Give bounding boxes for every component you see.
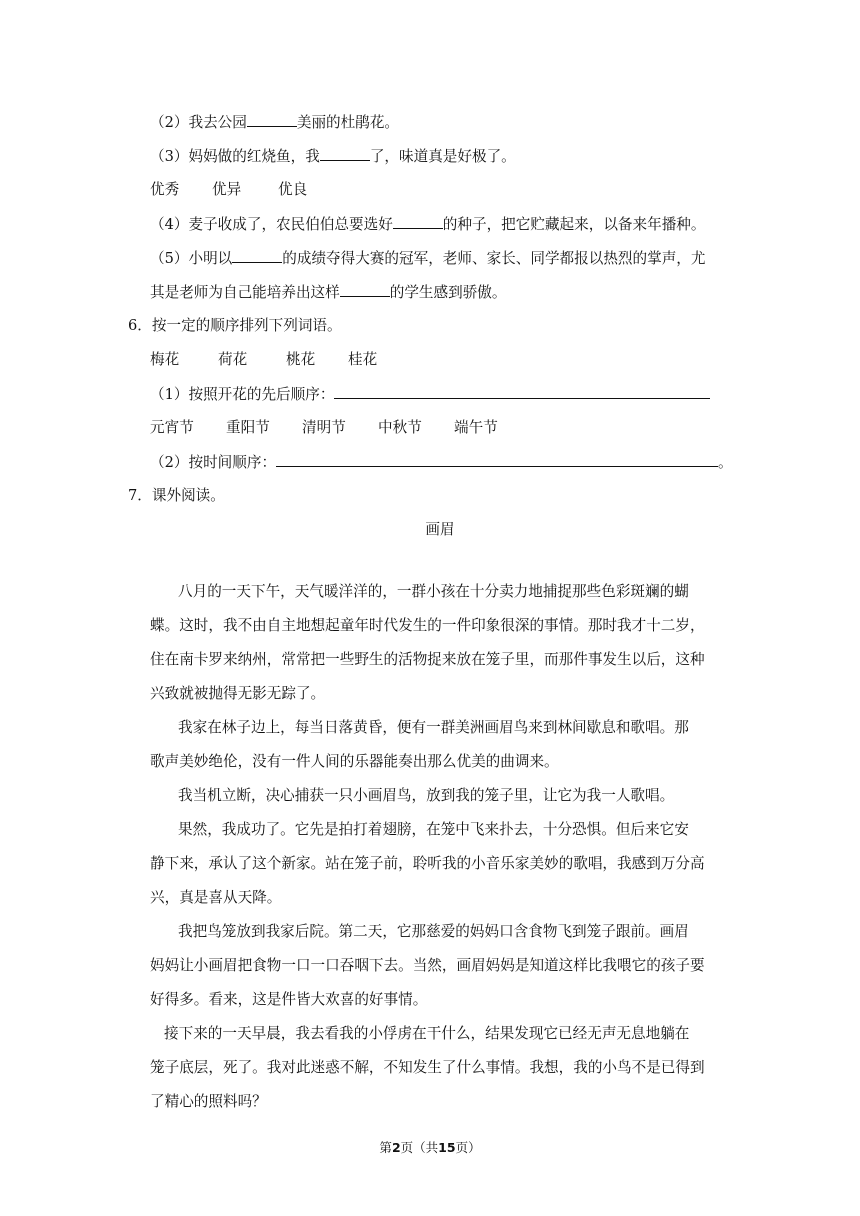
answer-line[interactable]	[276, 452, 718, 467]
passage-line: 果然，我成功了。它先是拍打着翅膀，在笼中飞来扑去，十分恐惧。但后来它安	[178, 821, 689, 838]
word: 桃花	[286, 351, 316, 368]
passage-line: 笼子底层，死了。我对此迷惑不解，不知发生了什么事情。我想，我的小鸟不是已得到	[150, 1059, 705, 1076]
q6-sub2: （2）按时间顺序： 。	[150, 454, 733, 471]
answer-blank[interactable]	[393, 214, 443, 229]
q5-item-2: （2）我去公园 美丽的杜鹃花。	[150, 114, 400, 131]
q5-item-5-line2: 其是老师为自己能培养出这样 的学生感到骄傲。	[150, 284, 507, 301]
q6-heading: 6．按一定的顺序排列下列词语。	[128, 317, 342, 334]
passage-line: 八月的一天下午，天气暖洋洋的，一群小孩在十分卖力地捕捉那些色彩斑斓的蝴	[178, 583, 689, 600]
q5-item-4: （4）麦子收成了，农民伯伯总要选好 的种子，把它贮藏起来，以备来年播种。	[150, 216, 706, 233]
word: 梅花	[150, 351, 180, 368]
passage-line: 我家在林子边上，每当日落黄昏，便有一群美洲画眉鸟来到林间歇息和歌唱。那	[178, 719, 689, 736]
word: 端午节	[454, 419, 498, 436]
word: 优秀	[150, 181, 180, 198]
q5-word-bank	[150, 180, 307, 200]
passage-line: 静下来，承认了这个新家。站在笼子前，聆听我的小音乐家美妙的歌唱，我感到万分高	[150, 855, 705, 872]
passage-line: 了精心的照料吗？	[150, 1093, 267, 1110]
q7-heading: 7．课外阅读。	[128, 487, 225, 504]
answer-blank[interactable]	[232, 248, 282, 263]
q5-item-3: （3）妈妈做的红烧鱼，我 了，味道真是好极了。	[150, 148, 516, 165]
q6-sub1: （1）按照开花的先后顺序：	[150, 384, 710, 405]
answer-blank[interactable]	[340, 282, 390, 297]
word: 优异	[212, 181, 242, 198]
word: 桂花	[348, 351, 378, 368]
word: 重阳节	[226, 419, 270, 436]
word: 中秋节	[378, 419, 422, 436]
passage-line: 我当机立断，决心捕获一只小画眉鸟，放到我的笼子里，让它为我一人歌唱。	[178, 787, 675, 804]
passage-line: 我把鸟笼放到我家后院。第二天，它那慈爱的妈妈口含食物飞到笼子跟前。画眉	[178, 923, 689, 940]
answer-blank[interactable]	[320, 146, 370, 161]
word: 优良	[278, 181, 308, 198]
word: 清明节	[302, 419, 346, 436]
page-footer: 第2页（共15页）	[379, 1140, 481, 1155]
word: 元宵节	[150, 419, 194, 436]
passage-line: 妈妈让小画眉把食物一口一口吞咽下去。当然，画眉妈妈是知道这样比我喂它的孩子要	[150, 957, 705, 974]
passage-line: 兴致就被抛得无影无踪了。	[150, 685, 326, 702]
page-number: 2	[391, 1140, 401, 1155]
passage-line: 歌声美妙绝伦，没有一件人间的乐器能奏出那么优美的曲调来。	[150, 753, 559, 770]
passage-title: 画眉	[425, 521, 455, 538]
q5-item-5-line1: （5）小明以 的成绩夺得大赛的冠军，老师、家长、同学都报以热烈的掌声，尤	[150, 250, 706, 267]
passage-line: 住在南卡罗来纳州，常常把一些野生的活物捉来放在笼子里，而那件事发生以后，这种	[150, 651, 705, 668]
passage-line: 兴，真是喜从天降。	[150, 889, 282, 906]
answer-line[interactable]	[334, 384, 710, 399]
word: 荷花	[218, 351, 248, 368]
page-total: 15	[438, 1140, 456, 1155]
answer-blank[interactable]	[247, 112, 297, 127]
q6-festivals	[150, 418, 498, 438]
passage-line: 好得多。看来，这是件皆大欢喜的好事情。	[150, 991, 428, 1008]
passage-line: 接下来的一天早晨，我去看我的小俘虏在干什么，结果发现它已经无声无息地躺在	[164, 1025, 690, 1042]
q6-flowers	[150, 350, 377, 370]
passage-line: 蝶。这时，我不由自主地想起童年时代发生的一件印象很深的事情。那时我才十二岁，	[150, 617, 705, 634]
